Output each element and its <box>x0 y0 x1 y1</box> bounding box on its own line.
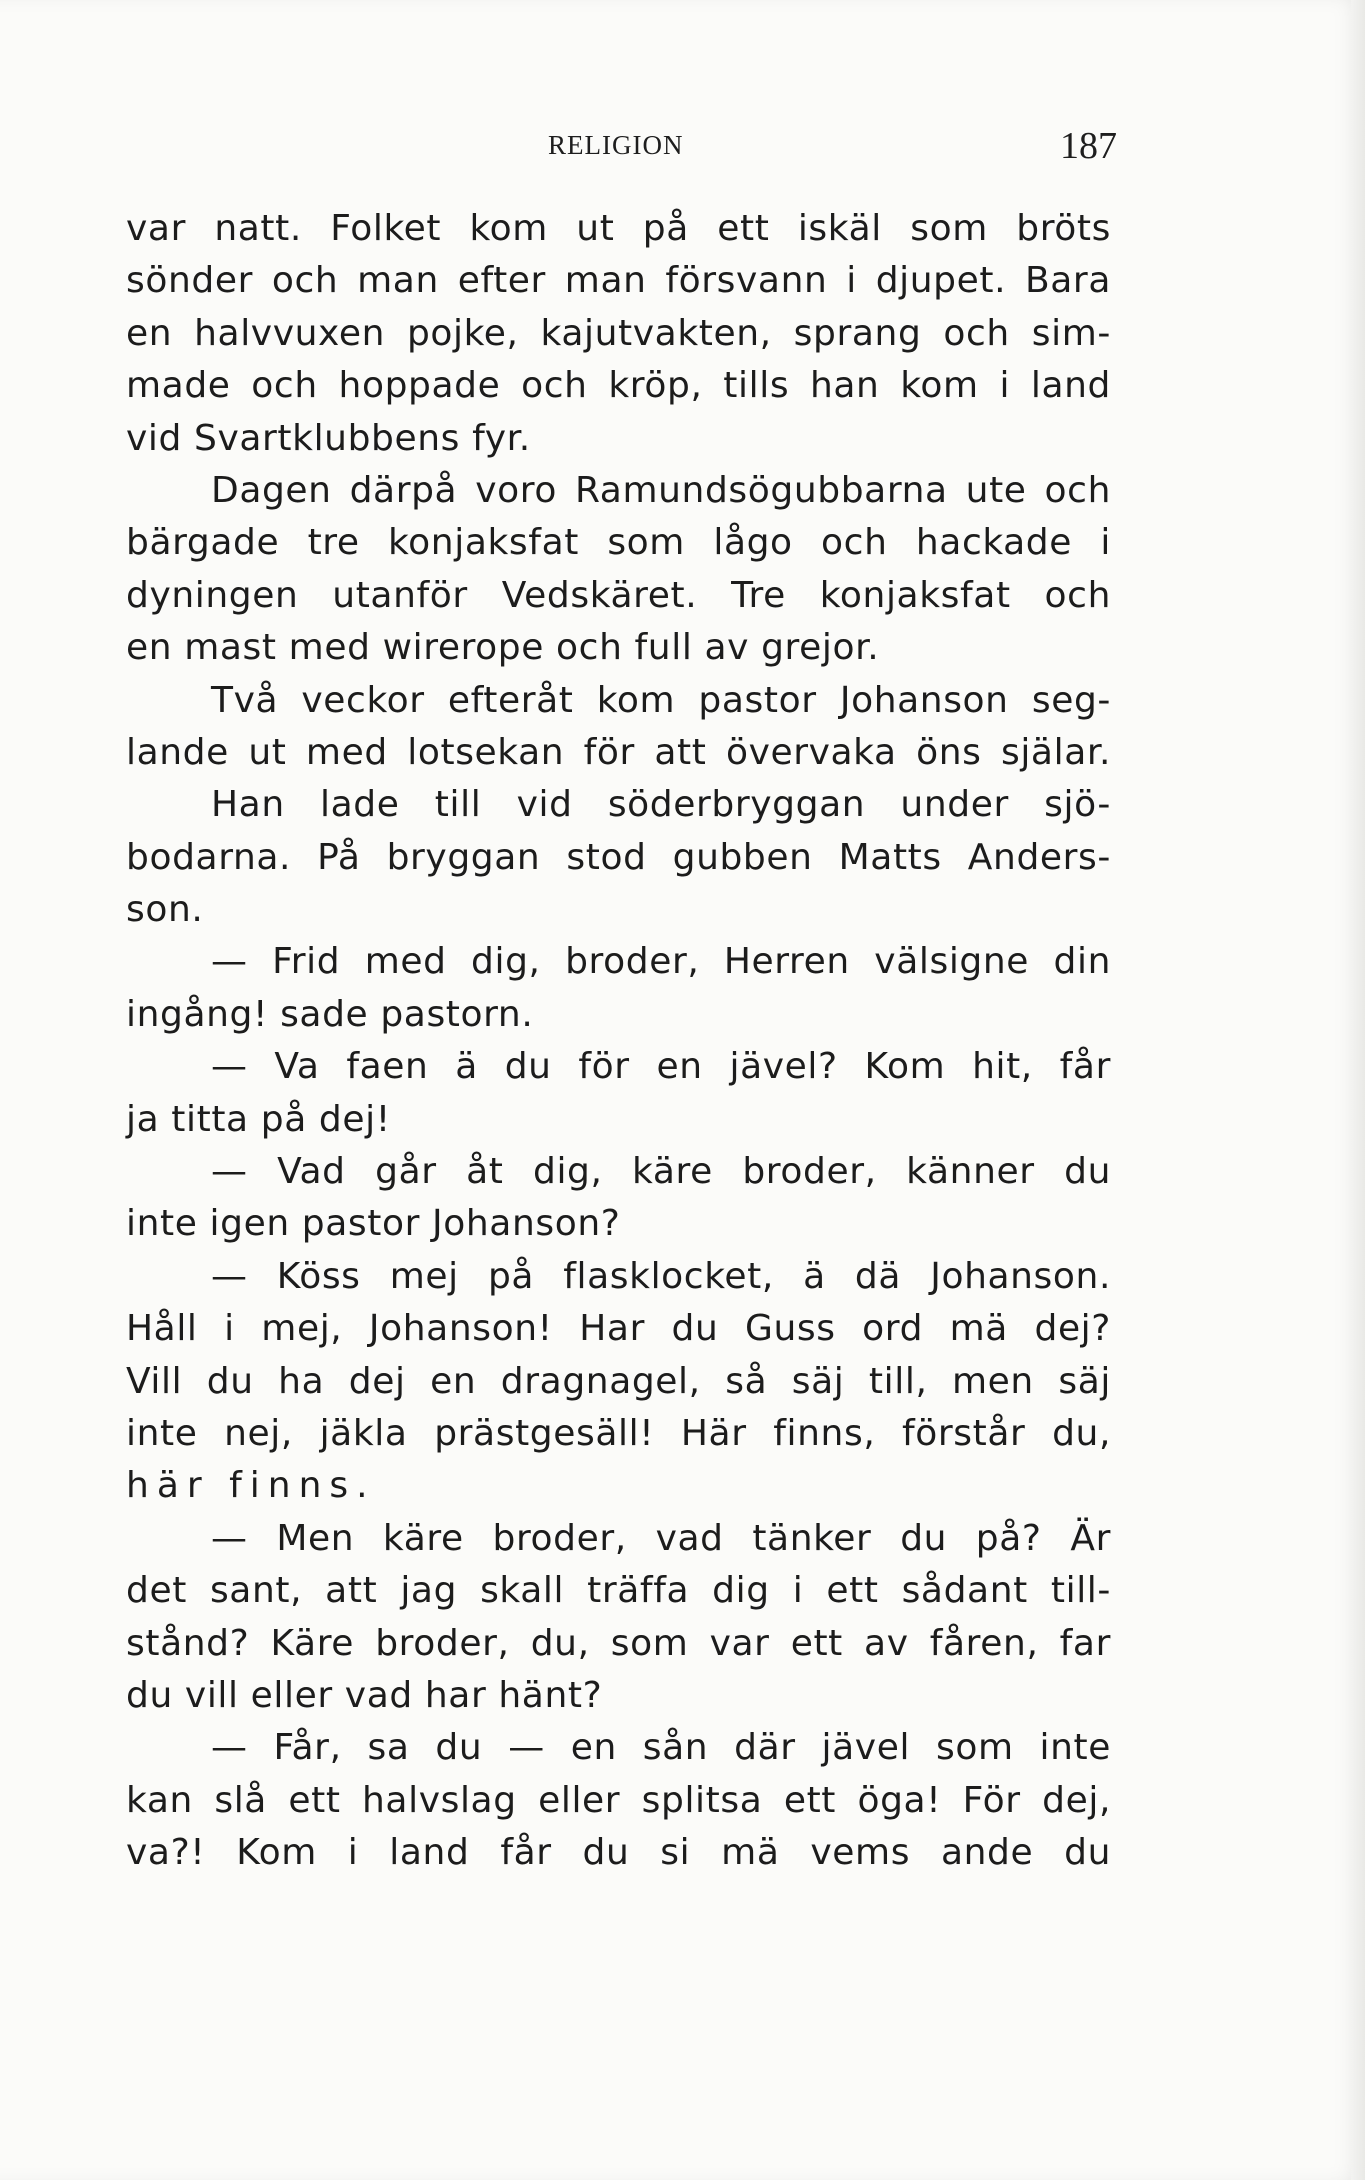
text-line: son. <box>126 889 204 931</box>
text-line: var natt. Folket kom ut på ett iskäl som bröts <box>126 208 1111 249</box>
text-line: en halvvuxen pojke, kajutvakten, sprang och sim- <box>126 312 1111 354</box>
text-line: sönder och man efter man försvann i djupet. Bara <box>126 260 1111 302</box>
text-line: — Men käre broder, vad tänker du på? Är <box>211 1517 1111 1559</box>
text-line: Två veckor efteråt kom pastor Johanson seg- <box>211 679 1111 721</box>
text-line: Håll i mej, Johanson! Har du Guss ord mä dej? <box>126 1308 1111 1350</box>
text-line: här finns. <box>126 1465 376 1507</box>
text-line: va?! Kom i land får du si mä vems ande du <box>126 1832 1111 1874</box>
text-line: du vill eller vad har hänt? <box>126 1674 603 1716</box>
text-line: ja titta på dej! <box>126 1098 391 1140</box>
text-line: inte nej, jäkla prästgesäll! Här finns, förstår du, <box>126 1412 1111 1454</box>
text-line: — Får, sa du — en sån där jävel som inte <box>211 1727 1111 1769</box>
text-line: stånd? Käre broder, du, som var ett av fåren, far <box>126 1622 1111 1664</box>
text-line: en mast med wirerope och full av grejor. <box>126 627 880 669</box>
text-line: kan slå ett halvslag eller splitsa ett öga! För dej, <box>126 1779 1111 1821</box>
text-line: Vill du ha dej en dragnagel, så säj till, men säj <box>126 1360 1111 1402</box>
text-line: Dagen därpå voro Ramundsögubbarna ute och <box>211 469 1111 511</box>
text-line: made och hoppade och kröp, tills han kom i land <box>126 365 1111 407</box>
text-line: bärgade tre konjaksfat som lågo och hackade i <box>126 522 1111 564</box>
text-line: Han lade till vid söderbryggan under sjö- <box>211 784 1111 826</box>
text-line: — Va faen ä du för en jävel? Kom hit, får <box>211 1046 1111 1088</box>
text-line: det sant, att jag skall träffa dig i ett sådant till- <box>126 1570 1111 1612</box>
text-line: — Frid med dig, broder, Herren välsigne din <box>211 941 1111 983</box>
text-line: dyningen utanför Vedskäret. Tre konjaksfat och <box>126 574 1111 616</box>
text-line: — Köss mej på flasklocket, ä dä Johanson. <box>211 1255 1111 1297</box>
text-line: bodarna. På bryggan stod gubben Matts Anders- <box>126 836 1111 878</box>
text-line: inte igen pastor Johanson? <box>126 1203 621 1245</box>
text-line: vid Svartklubbens fyr. <box>126 417 531 459</box>
text-line: ingång! sade pastorn. <box>126 993 534 1035</box>
page-number: 187 <box>1060 125 1117 167</box>
page-edge-shadow <box>1351 0 1365 2180</box>
text-line: lande ut med lotsekan för att övervaka öns själar. <box>126 731 1111 773</box>
text-line: — Vad går åt dig, käre broder, känner du <box>211 1151 1111 1193</box>
body-text <box>126 203 1111 1880</box>
running-title: RELIGION <box>548 130 684 160</box>
